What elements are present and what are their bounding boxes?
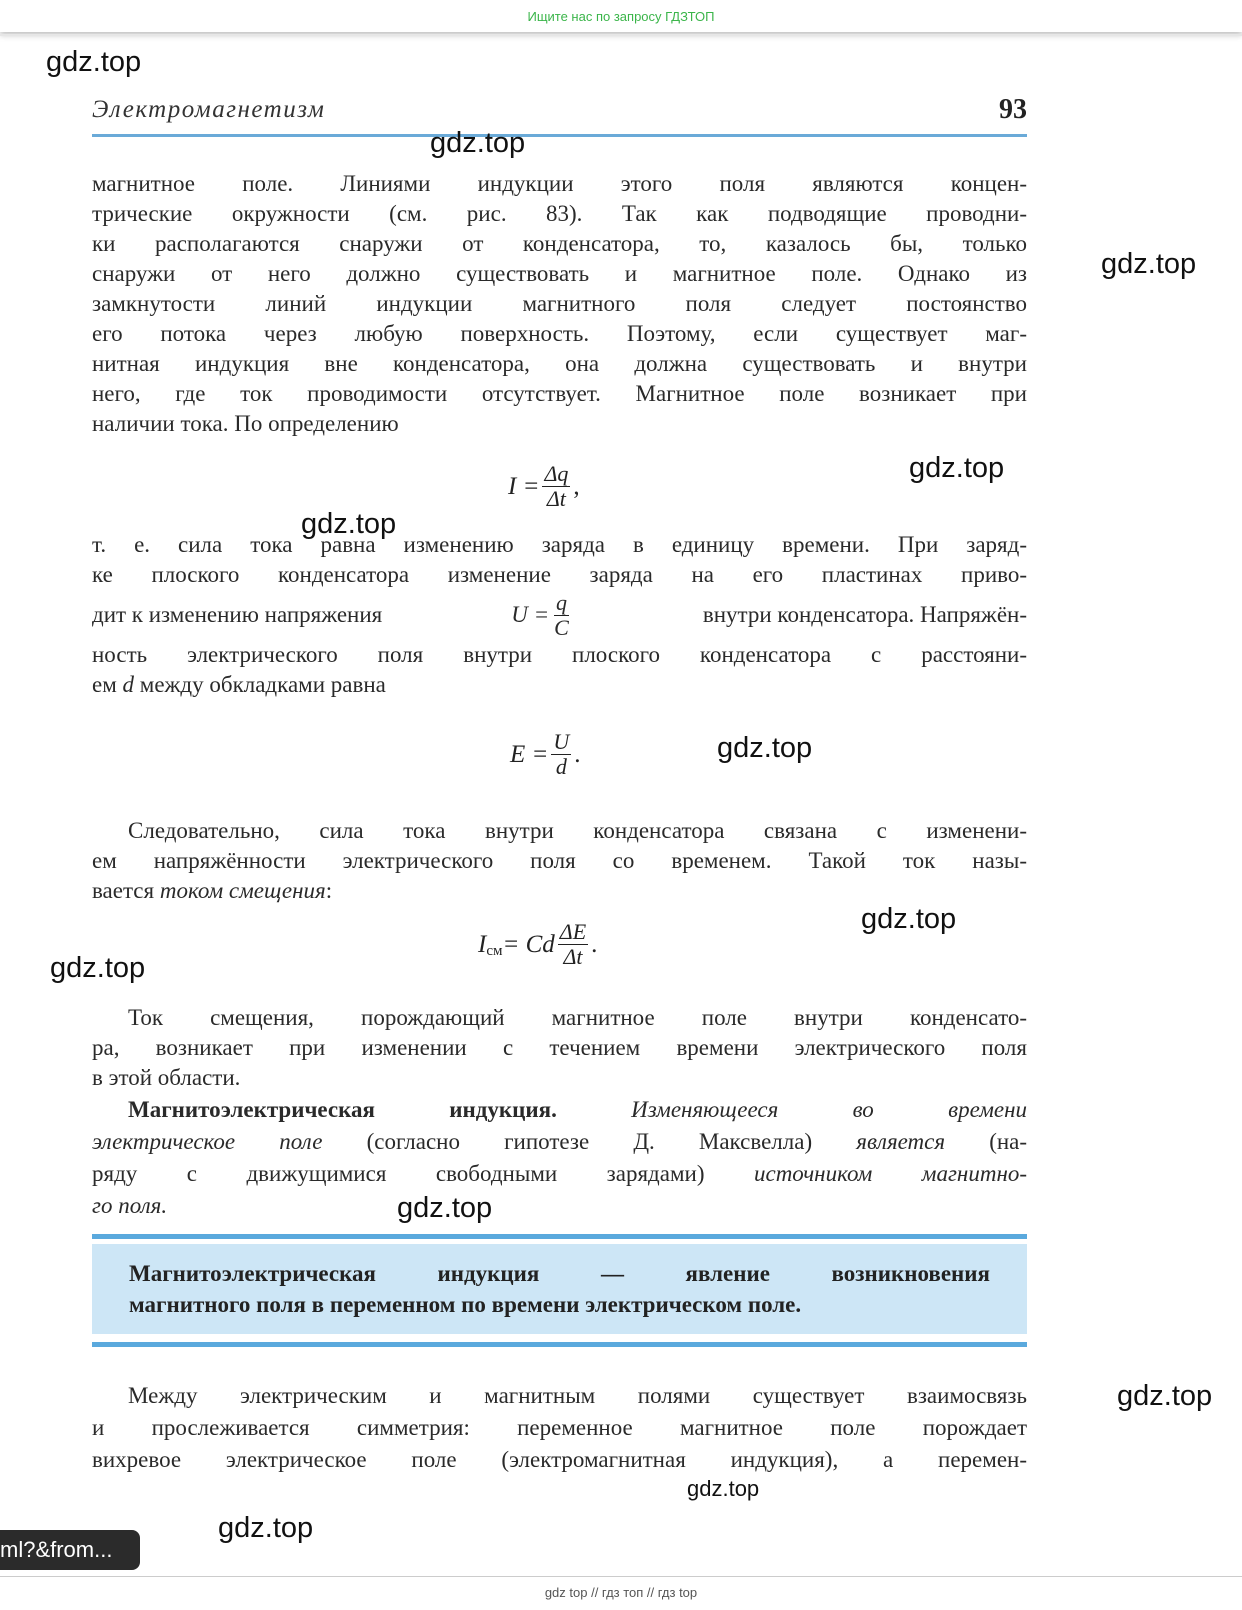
watermark: gdz.top (717, 732, 813, 764)
definition-line: магнитного поля в переменном по времени электрическом поле. (129, 1292, 802, 1317)
inline-formula (511, 590, 574, 640)
fraction-numerator: U (553, 729, 570, 754)
text-line: ра, возникает при изменении с течением времени электрического поля (92, 1035, 1027, 1060)
term-heading: Магнитоэлектрическая индукция. (128, 1097, 557, 1122)
watermark: gdz.top (218, 1512, 314, 1544)
definition-box-top-rule (92, 1234, 1027, 1239)
formula-punct: . (574, 740, 581, 768)
text-line: ность электрического поля внутри плоского конденсатора с расстояни- (92, 642, 1027, 667)
italic-fragment: источником магнитно- (753, 1161, 1028, 1186)
italic-fragment: го поля. (92, 1193, 168, 1218)
watermark: gdz.top (301, 508, 397, 540)
formula-lhs: U = (511, 602, 550, 627)
footer (0, 1584, 1242, 1602)
paragraph-4 (92, 1003, 1027, 1093)
text-line: ке плоского конденсатора изменение заряда на его пластинах приво- (92, 562, 1027, 587)
definition-text (92, 1244, 1027, 1320)
formula-lhs: E = (510, 740, 549, 768)
definition-box-bottom-rule (92, 1342, 1027, 1347)
text-line: замкнутости линий индукции магнитного поля следует постоянство (92, 291, 1027, 316)
header-rule (92, 134, 1027, 137)
definition-box (92, 1244, 1027, 1334)
text-line: Ток смещения, порождающий магнитное поле внутри конденсато- (128, 1005, 1027, 1030)
formula-field-strength (510, 730, 581, 779)
text-line (92, 1126, 1027, 1158)
text-fragment: ряду с движущимися свободными зарядами) (92, 1161, 705, 1186)
text-line (92, 670, 1027, 700)
watermark: gdz.top (46, 46, 142, 78)
text-line: снаружи от него должно существовать и магнитное поле. Однако из (92, 261, 1027, 286)
text-line (92, 1158, 1027, 1190)
term-displacement-current: током смещения (159, 878, 326, 903)
text-line: трические окружности (см. рис. 83). Так как подводящие проводни- (92, 201, 1027, 226)
italic-fragment: электрическое поле (92, 1129, 323, 1154)
text-line: него, где ток проводимости отсутствует. Магнитное поле возникает при (92, 381, 1027, 406)
paragraph-3 (92, 816, 1027, 906)
text-line: ем напряжённости электрического поля со временем. Такой ток назы- (92, 848, 1027, 873)
page-header (92, 96, 1027, 132)
italic-fragment: Изменяющееся во времени (631, 1097, 1027, 1122)
footer-text: gdz top // гдз топ // гдз top (544, 1585, 698, 1600)
text-line: т. е. сила тока равна изменению заряда в единицу времени. При заряд- (92, 532, 1027, 557)
paragraph-1 (92, 169, 1027, 439)
fraction (542, 462, 570, 511)
text-line: Следовательно, сила тока внутри конденсатора связана с изменени- (128, 818, 1027, 843)
text-line-with-formula (92, 590, 1027, 640)
formula-displacement-current (478, 920, 597, 969)
top-banner (0, 0, 1242, 32)
watermark: gdz.top (909, 452, 1005, 484)
fraction-numerator: Δq (544, 461, 569, 486)
text-fragment: вается (92, 878, 155, 903)
watermark: gdz.top (1117, 1380, 1213, 1412)
text-fragment: между обкладками равна (139, 672, 386, 697)
text-line: наличии тока. По определению (92, 411, 399, 436)
text-fragment: дит к изменению напряжения (92, 602, 383, 627)
formula-current-definition (508, 462, 580, 511)
text-line (92, 1094, 1027, 1126)
variable-d: d (122, 672, 135, 697)
watermark: gdz.top (430, 127, 526, 159)
text-fragment: (согласно гипотезе Д. Максвелла) (366, 1129, 813, 1154)
fraction-denominator: d (555, 754, 567, 779)
fraction-numerator: ΔE (559, 919, 587, 944)
text-line: в этой области. (92, 1065, 241, 1090)
text-fragment: внутри конденсатора. Напряжён- (702, 602, 1027, 627)
page-number: 93 (999, 94, 1027, 125)
formula-punct: , (573, 472, 580, 500)
text-line: и прослеживается симметрия: переменное магнитное поле порождает (92, 1415, 1027, 1440)
definition-line: Магнитоэлектрическая индукция — явление возникновения (129, 1261, 990, 1286)
fraction-denominator: Δt (563, 944, 583, 969)
formula-lhs: I (478, 930, 487, 958)
text-line: его потока через любую поверхность. Поэтому, если существует маг- (92, 321, 1027, 346)
paragraph-2 (92, 530, 1027, 700)
url-toast[interactable] (0, 1530, 140, 1570)
watermark: gdz.top (50, 952, 146, 984)
formula-middle: = Cd (502, 930, 555, 958)
fraction (551, 730, 571, 779)
formula-lhs: I = (508, 472, 540, 500)
formula-punct: . (591, 930, 598, 958)
text-line: вихревое электрическое поле (электромагнитная индукция), а перемен- (92, 1447, 1027, 1472)
fraction (558, 920, 588, 969)
paragraph-6 (92, 1380, 1027, 1476)
italic-fragment: является (856, 1129, 946, 1154)
text-fragment: : (325, 878, 333, 903)
watermark: gdz.top (861, 903, 957, 935)
text-fragment: (на- (989, 1129, 1028, 1154)
text-line: нитная индукция вне конденсатора, она должна существовать и внутри (92, 351, 1027, 376)
text-line (92, 1190, 1027, 1222)
top-banner-text: Ищите нас по запросу ГДЗТОП (527, 8, 715, 24)
footer-divider (0, 1576, 1242, 1577)
watermark: gdz.top (1101, 248, 1197, 280)
watermark: gdz.top (397, 1192, 493, 1224)
formula-subscript: см (486, 943, 503, 959)
watermark: gdz.top (687, 1476, 760, 1501)
page-edge (0, 34, 1242, 36)
fraction-numerator: q (556, 589, 567, 615)
url-text: ml?&from... (0, 1537, 113, 1562)
text-fragment: ем (92, 672, 117, 697)
fraction-denominator: C (554, 614, 569, 640)
chapter-title: Электромагнетизм (92, 96, 326, 123)
fraction (552, 591, 571, 640)
text-line: магнитное поле. Линиями индукции этого поля являются концен- (92, 171, 1027, 196)
paragraph-5 (92, 1094, 1027, 1222)
text-line (92, 876, 1027, 906)
fraction-denominator: Δt (546, 486, 566, 511)
text-line: ки располагаются снаружи от конденсатора, то, казалось бы, только (92, 231, 1027, 256)
text-line: Между электрическим и магнитным полями существует взаимосвязь (128, 1383, 1027, 1408)
